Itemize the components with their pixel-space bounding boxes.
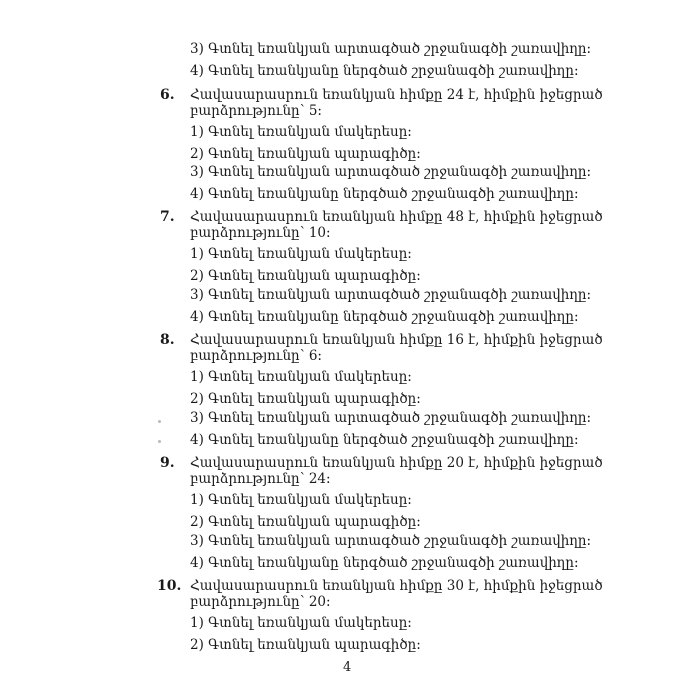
list-item: 1) Գտնել եռանկյան մակերեսը: [190,369,412,385]
list-item: 4) Գտնել եռանկյանը ներգծած շրջանագծի շառավիղը: [190,186,579,202]
list-item: 1) Գտնել եռանկյան մակերեսը: [190,615,412,631]
list-item: 4) Գտնել եռանկյանը ներգծած շրջանագծի շառավիղը: [190,63,579,79]
problem-question: Հավասարասրուն եռանկյան հիմքը 20 է, հիմքին իջեցրած [190,455,603,471]
problem-number: 7. [160,209,175,225]
list-item: 3) Գտնել եռանկյան արտագծած շրջանագծի շառավիղը: [190,533,592,549]
scan-speck [158,440,161,443]
problem-question: Հավասարասրուն եռանկյան հիմքը 30 է, հիմքին իջեցրած [190,578,603,594]
problem-question-continuation: բարձրությունը՝ 24: [190,471,331,487]
problem-number: 8. [160,332,175,348]
list-item: 3) Գտնել եռանկյան արտագծած շրջանագծի շառավիղը: [190,164,592,180]
list-item: 3) Գտնել եռանկյան արտագծած շրջանագծի շառավիղը: [190,410,592,426]
list-item: 2) Գտնել եռանկյան պարագիծը: [190,637,421,653]
list-item: 4) Գտնել եռանկյանը ներգծած շրջանագծի շառավիղը: [190,309,579,325]
problem-question-continuation: բարձրությունը՝ 6: [190,348,322,364]
scan-speck [158,420,161,423]
list-item: 3) Գտնել եռանկյան արտագծած շրջանագծի շառավիղը: [190,41,592,57]
list-item: 3) Գտնել եռանկյան արտագծած շրջանագծի շառավիղը: [190,287,592,303]
list-item: 1) Գտնել եռանկյան մակերեսը: [190,246,412,262]
list-item: 4) Գտնել եռանկյանը ներգծած շրջանագծի շառավիղը: [190,432,579,448]
problem-number: 6. [160,87,175,103]
list-item: 1) Գտնել եռանկյան մակերեսը: [190,124,412,140]
problem-question: Հավասարասրուն եռանկյան հիմքը 16 է, հիմքին իջեցրած [190,332,603,348]
list-item: 4) Գտնել եռանկյանը ներգծած շրջանագծի շառավիղը: [190,555,579,571]
list-item: 2) Գտնել եռանկյան պարագիծը: [190,146,421,162]
list-item: 2) Գտնել եռանկյան պարագիծը: [190,391,421,407]
problem-question-continuation: բարձրությունը՝ 20: [190,594,331,610]
problem-question-continuation: բարձրությունը՝ 10: [190,225,331,241]
page-number: 4 [343,660,352,675]
problem-number: 9. [160,455,175,471]
problem-question: Հավասարասրուն եռանկյան հիմքը 24 է, հիմքին իջեցրած [190,87,603,103]
list-item: 2) Գտնել եռանկյան պարագիծը: [190,514,421,530]
problem-number: 10. [157,578,182,594]
problem-question: Հավասարասրուն եռանկյան հիմքը 48 է, հիմքին իջեցրած [190,209,603,225]
problem-question-continuation: բարձրությունը՝ 5: [190,103,322,119]
list-item: 2) Գտնել եռանկյան պարագիծը: [190,268,421,284]
list-item: 1) Գտնել եռանկյան մակերեսը: [190,492,412,508]
